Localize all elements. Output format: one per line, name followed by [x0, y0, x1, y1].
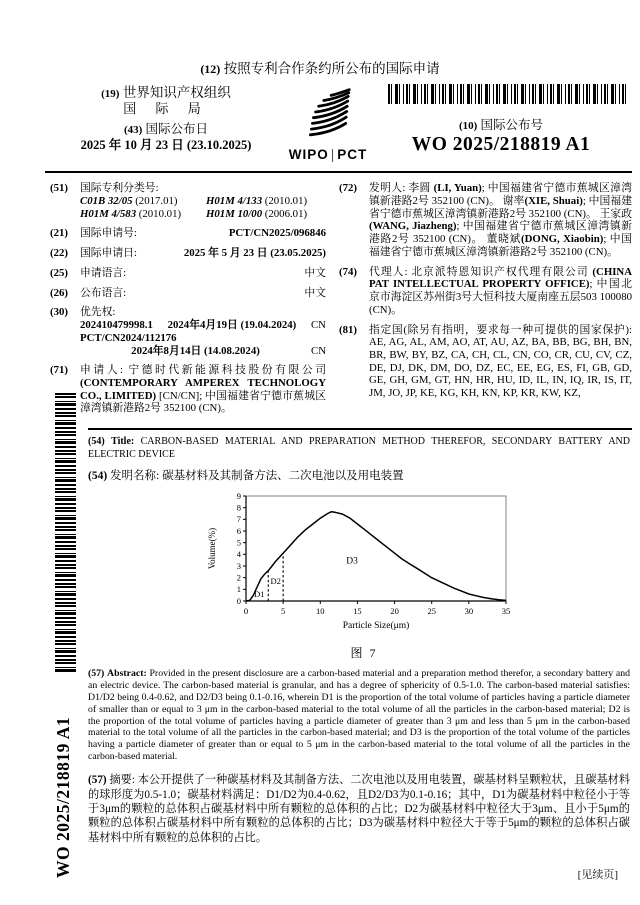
- figure-7: [204, 489, 524, 661]
- abstract-english: (57) Abstract: Provided in the present disclosure are a carbon-based material and a preparation method therefor, a secondary battery and an electric device. The carbon-based material is granular, and has a degree of sphericity of 0.5-1.0. The carbon-based material satisfies: D1/D2 being 0.4-0.62, and D2/D3 being 0.1-0.16, wherein D1 is the proportion of the total volume of particles having a particle diameter of smaller than or equal to 3 μm in the carbon-based material to the total volume of all the particles in the carbon-based material; D2 is the proportion of the total volume of particles having a particle diameter of greater than 3 μm and less than 5 μm in the carbon-based material to the total volume of all the particles in the carbon-based material; and D3 is the proportion of the total volume of the particles having a particle diameter of greater than or equal to 5 μm in the carbon-based material to the total volume of all the particles in the carbon-based material.: [88, 667, 631, 763]
- inid-72: (72): [339, 182, 357, 195]
- abstract-en-text: Provided in the present disclosure are a carbon-based material and a preparation method therefor, a secondary battery and an electric device. The carbon-based material is granular, and has a degree of sphericity of 0.5-1.0. The carbon-based material satisfies: D1/D2 being 0.4-0.62, and D2/D3 being 0.1-0.16, wherein D1 is the proportion of the total volume of particles having a particle diameter of smaller than or equal to 3 μm in the carbon-based material to the total volume of all the particles in the carbon-based material; D2 is the proportion of the total volume of particles having a particle diameter of greater than 3 μm and less than 5 μm in the carbon-based material to the total volume of all the particles in the carbon-based material; and D3 is the proportion of the total volume of the particles having a particle diameter of greater than or equal to 5 μm in the carbon-based material to the total volume of all the particles in the carbon-based material.: [88, 667, 631, 763]
- inventor-name: 董晓斌: [486, 233, 522, 246]
- logo-separator: |: [330, 147, 336, 162]
- title-english: (54) Title: CARBON-BASED MATERIAL AND PREPARATION METHOD THEREFOR, SECONDARY BATTERY AND ELECTRIC DEVICE: [88, 435, 630, 460]
- inid-54-zh: (54): [88, 469, 108, 482]
- publication-number-block: [374, 84, 628, 162]
- field-filing-date: [50, 247, 326, 260]
- pub-date-value: 2025 年 10 月 23 日 (23.10.2025): [80, 137, 252, 152]
- priority-label: 优先权:: [80, 306, 116, 319]
- inventor-name: 王家政: [599, 207, 633, 220]
- svg-text:5: 5: [236, 537, 241, 548]
- inid-21: (21): [50, 227, 68, 240]
- applicant-zh-name: 宁德时代新能源科技股份有限公司: [123, 364, 327, 377]
- filing-lang-value: 中文: [304, 266, 326, 279]
- ipc-code: H01M 4/583: [80, 207, 137, 220]
- inid-57-zh: (57): [88, 774, 107, 787]
- inid-51: (51): [50, 182, 68, 195]
- designated-label: 指定国(除另有指明，要求每一种可提供的国家保护):: [369, 323, 632, 336]
- doc-type-text: 按照专利合作条约所公布的国际申请: [223, 61, 440, 76]
- title-chinese: (54) 发明名称: 碳基材料及其制备方法、二次电池以及用电装置: [88, 469, 404, 482]
- app-no-label: 国际申请号:: [80, 227, 137, 240]
- filing-date-value: 2025 年 5 月 23 日 (23.05.2025): [183, 247, 326, 260]
- svg-text:25: 25: [427, 605, 436, 616]
- wipo-logo: [282, 84, 374, 162]
- app-no-value: PCT/CN2025/096846: [228, 227, 326, 240]
- svg-text:20: 20: [390, 605, 399, 616]
- pub-no-label: 国际公布号: [480, 118, 543, 132]
- abstract-chinese: (57) 摘要: 本公开提供了一种碳基材料及其制备方法、二次电池以及用电装置，碳基材料呈颗粒状，且碳基材料的球形度为0.5-1.0；碳基材料满足：D1/D2为0.4-0.62，且D2/D3为0.1-0.16；其中，D1为碳基材料中粒径小于等于3μm的颗粒的总体积占碳基材料中所有颗粒的总体积的占比；D2为碳基材料中粒径大于3μm、且小于5μm的颗粒的总体积占碳基材料中所有颗粒的总体积的占比；D3为碳基材料中粒径大于等于5μm的颗粒的总体积占碳基材料中所有颗粒的总体积的占比。: [88, 774, 631, 844]
- applicant-en-name: (CONTEMPORARY AMPEREX TECHNOLOGY CO., LIMITED): [80, 377, 326, 402]
- priority-entry: 202410479998.1 2024年4月19日 (19.04.2024) CN: [80, 319, 326, 332]
- svg-text:10: 10: [316, 605, 325, 616]
- svg-text:7: 7: [236, 513, 241, 524]
- field-filing-language: [50, 267, 326, 280]
- title-zh-text: 碳基材料及其制备方法、二次电池以及用电装置: [162, 469, 404, 482]
- svg-text:D1: D1: [254, 588, 265, 599]
- ipc-code: H01M 4/133: [206, 194, 263, 207]
- inid-25: (25): [50, 266, 68, 279]
- publication-number: WO 2025/218819 A1: [411, 134, 591, 155]
- inventor-name: 李圆: [405, 182, 434, 195]
- barcode-left: [55, 393, 76, 673]
- svg-text:0: 0: [243, 605, 249, 616]
- svg-text:1: 1: [236, 583, 241, 594]
- svg-text:8: 8: [236, 502, 241, 513]
- inid-19: (19): [101, 88, 120, 100]
- svg-text:15: 15: [353, 605, 362, 616]
- svg-text:9: 9: [236, 490, 241, 501]
- svg-text:6: 6: [236, 525, 241, 536]
- header: [50, 84, 628, 162]
- sidebar-publication-number: WO 2025/218819 A1: [53, 716, 73, 878]
- inventors-label: 发明人:: [369, 182, 406, 195]
- inid-74: (74): [339, 265, 357, 278]
- inventor-name: 谢率: [502, 194, 525, 207]
- inid-43: (43): [124, 123, 143, 136]
- field-inventors: (72) 发明人: 李圆 (LI, Yuan); 中国福建省宁德市蕉城区漳湾镇新港路2号 352100 (CN)。 谢率(XIE, Shuai); 中国福建省宁德市蕉城区漳湾镇新港路2号 352100 (CN)。 王家政(WANG, Jiazheng); 中国福建省宁德市蕉城区漳湾镇新港路2号 352100 (CN)。 董晓斌(DONG, Xiaobin); 中国福建省宁德市蕉城区漳湾镇新港路2号 352100 (CN)。: [339, 182, 633, 258]
- ipc-code: C01B 32/05: [80, 194, 133, 207]
- abstract-zh-text: 本公开提供了一种碳基材料及其制备方法、二次电池以及用电装置，碳基材料呈颗粒状，且碳基材料的球形度为0.5-1.0；碳基材料满足：D1/D2为0.4-0.62，且D2/D3为0.1-0.16；其中，D1为碳基材料中粒径小于等于3μm的颗粒的总体积占碳基材料中所有颗粒的总体积的占比；D2为碳基材料中粒径大于3μm、且小于5μm的颗粒的总体积占碳基材料中所有颗粒的总体积的占比；D3为碳基材料中粒径大于等于5μm的颗粒的总体积占碳基材料中所有颗粒的总体积的占比。: [88, 774, 631, 844]
- svg-text:35: 35: [501, 605, 511, 616]
- inid-71: (71): [50, 364, 68, 377]
- priority-entry: PCT/CN2024/112176: [80, 331, 177, 344]
- field-applicant: [50, 364, 326, 415]
- svg-text:3: 3: [236, 560, 241, 571]
- bib-right-column: [339, 182, 632, 422]
- agent-address: ; 中国北京市海淀区苏州街3号大恒科技大厦南座五层503 100080 (CN)。: [369, 278, 632, 316]
- inid-81: (81): [339, 323, 357, 336]
- applicant-label: 申请人:: [80, 364, 124, 377]
- field-agent: [339, 266, 632, 317]
- logo-pct-text: PCT: [337, 147, 368, 162]
- inid-54-en: (54): [88, 435, 105, 447]
- field-designated-states: [339, 324, 632, 400]
- bib-left-column: [50, 182, 326, 422]
- ipc-code: H01M 10/00: [206, 207, 263, 220]
- field-application-number: [50, 227, 326, 240]
- svg-text:Volume(%): Volume(%): [207, 527, 217, 569]
- inid-57-en: (57): [88, 667, 105, 679]
- designated-codes: AE, AG, AL, AM, AO, AT, AU, AZ, BA, BB, BG, BH, BN, BR, BW, BY, BZ, CA, CH, CL, CN, CO, CR, CU, CV, CZ, DE, DJ, DK, DM, DO, DZ, EC, EE, EG, ES, FI, GB, GD, GE, GH, GM, GT, HN, HR, HU, ID, IL, IN, IQ, IR, IS, IT, JM, JO, JP, KE, KG, KH, KN, KP, KR, KW, KZ,: [369, 336, 632, 400]
- figure-svg: [204, 489, 524, 639]
- filing-lang-label: 申请语言:: [80, 266, 127, 279]
- logo-wipo-text: WIPO: [288, 147, 329, 162]
- inid-12: (12): [200, 62, 221, 76]
- header-rule: [45, 171, 632, 173]
- applicant-address: [CN/CN]; 中国福建省宁德市蕉城区漳湾镇新港路2号 352100 (CN)。: [80, 389, 326, 415]
- svg-text:D2: D2: [270, 575, 281, 586]
- inid-22: (22): [50, 247, 68, 260]
- svg-text:4: 4: [236, 548, 241, 559]
- title-rule: [88, 428, 632, 430]
- org-bureau: 国 际 局: [123, 101, 209, 117]
- agent-label: 代理人:: [369, 265, 408, 278]
- title-and-abstract: [88, 435, 630, 845]
- field-priority: [50, 306, 326, 357]
- svg-text:D3: D3: [346, 556, 358, 567]
- svg-text:2: 2: [236, 572, 241, 583]
- agent-zh-name: 北京派特恩知识产权代理有限公司: [407, 265, 593, 278]
- field-publication-language: [50, 287, 326, 300]
- bibliographic-data: [50, 182, 632, 422]
- filing-date-label: 国际申请日:: [80, 247, 137, 260]
- svg-text:Particle Size(μm): Particle Size(μm): [342, 620, 410, 631]
- inid-10: (10): [459, 120, 478, 132]
- svg-text:30: 30: [464, 605, 474, 616]
- pub-lang-value: 中文: [304, 286, 326, 299]
- pub-date-label: 国际公布日: [145, 121, 208, 136]
- inid-30: (30): [50, 306, 68, 319]
- priority-entry: 2024年8月14日 (14.08.2024) CN: [131, 344, 326, 357]
- continued-marker: [见续页]: [577, 869, 618, 881]
- org-name: 世界知识产权组织: [122, 85, 231, 100]
- pub-lang-label: 公布语言:: [80, 286, 127, 299]
- agent-en-name: (CHINA PAT INTELLECTUAL PROPERTY OFFICE): [369, 265, 633, 291]
- inid-26: (26): [50, 286, 68, 299]
- field-ipc: [50, 182, 326, 220]
- doc-type-line: [0, 0, 640, 77]
- svg-text:0: 0: [236, 595, 241, 606]
- issuing-office-block: [50, 84, 282, 162]
- title-en-text: CARBON-BASED MATERIAL AND PREPARATION METHOD THEREFOR, SECONDARY BATTERY AND ELECTRIC DEVICE: [88, 435, 630, 460]
- wipo-swirl-icon: [302, 86, 354, 140]
- ipc-label: 国际专利分类号:: [80, 182, 159, 195]
- svg-text:5: 5: [281, 605, 286, 616]
- figure-caption: 图 7: [350, 645, 378, 660]
- barcode-top: [388, 84, 628, 104]
- ipc-codes: C01B 32/05 (2017.01) H01M 4/133 (2010.01) H01M 4/583 (2010.01) H01M 10/00 (2006.01): [80, 194, 308, 220]
